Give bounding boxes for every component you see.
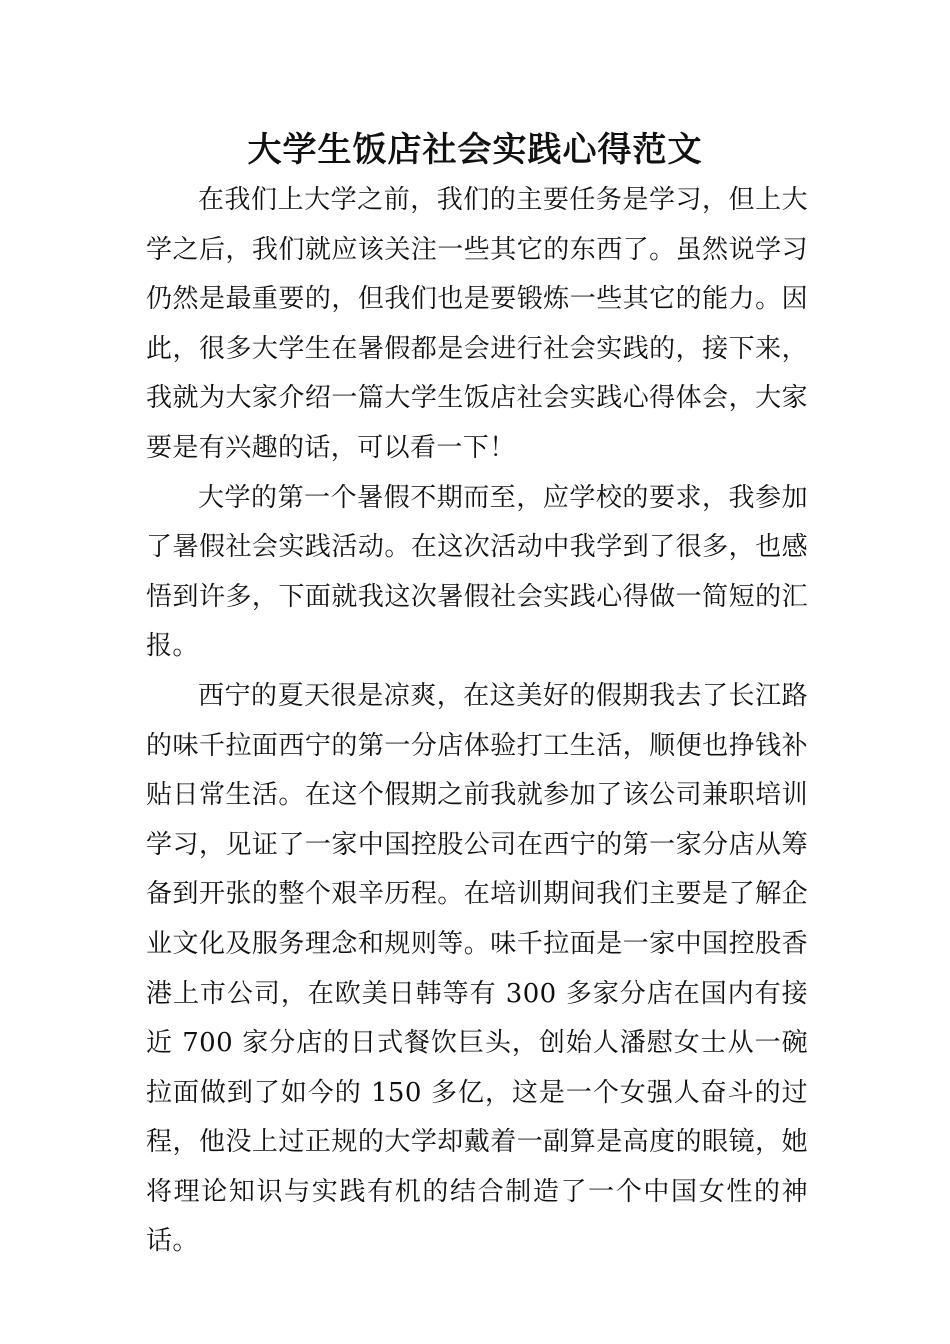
- document-title: 大学生饭店社会实践心得范文: [247, 130, 703, 170]
- paragraph-intro: 在我们上大学之前，我们的主要任务是学习，但上大学之后，我们就应该关注一些其它的东西了。虽然说学习仍然是最重要的，但我们也是要锻炼一些其它的能力。因此，很多大学生在暑假都是会进行社会实践的，接下来，我就为大家介绍一篇大学生饭店社会实践心得体会，大家要是有兴趣的话，可以看一下！: [146, 185, 808, 463]
- document-body: [146, 176, 808, 1267]
- paragraph-summer-practice: 大学的第一个暑假不期而至，应学校的要求，我参加了暑假社会实践活动。在这次活动中我学到了很多，也感悟到许多，下面就我这次暑假社会实践心得做一简短的汇报。: [146, 482, 808, 662]
- paragraph-xining-restaurant: 西宁的夏天很是凉爽，在这美好的假期我去了长江路的味千拉面西宁的第一分店体验打工生活，顺便也挣钱补贴日常生活。在这个假期之前我就参加了该公司兼职培训学习，见证了一家中国控股公司在西宁的第一家分店从筹备到开张的整个艰辛历程。在培训期间我们主要是了解企业文化及服务理念和规则等。味千拉面是一家中国控股香港上市公司，在欧美日韩等有 300 多家分店在国内有接近 700 家分店的日式餐饮巨头，创始人潘慰女士从一碗拉面做到了如今的 150 多亿，这是一个女强人奋斗的过程，他没上过正规的大学却戴着一副算是高度的眼镜，她将理论知识与实践有机的结合制造了一个中国女性的神话。: [146, 680, 808, 1257]
